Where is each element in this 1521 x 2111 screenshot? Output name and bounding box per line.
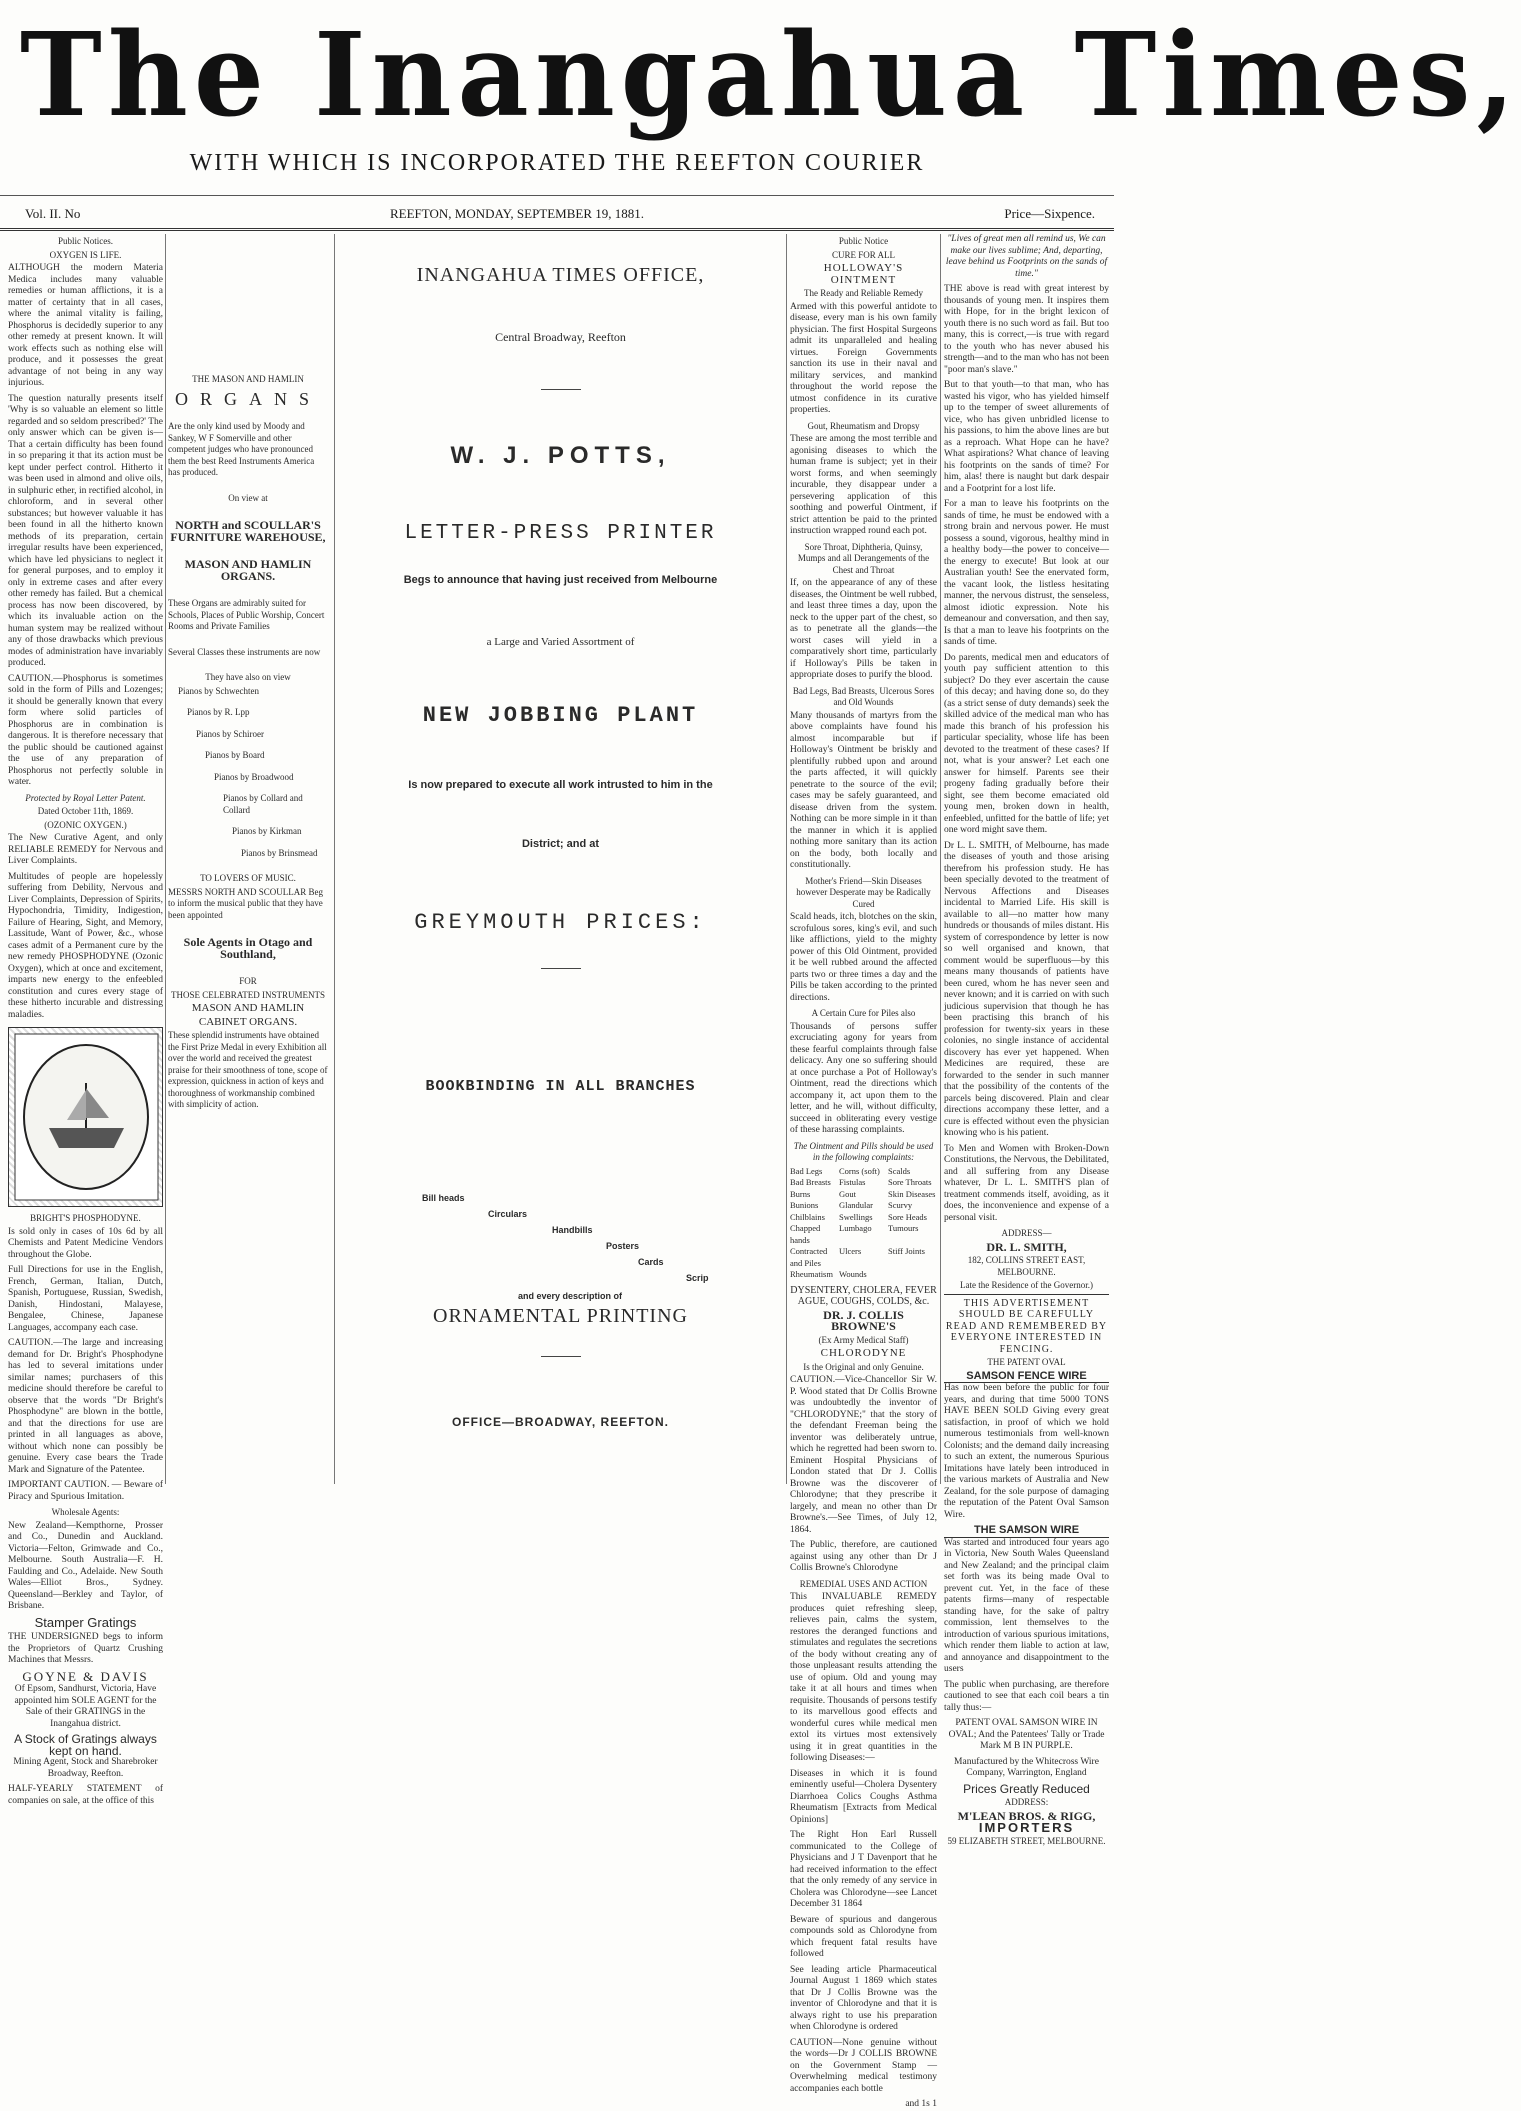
ad-body: MESSRS NORTH AND SCOULLAR Beg to inform the musical public that they have been appointed (168, 886, 323, 920)
ornament-rule (541, 1356, 581, 1357)
ad-line: District; and at (521, 838, 599, 850)
directions-text: Full Directions for use in the English, French, German, Italian, Dutch, Spanish, Portuguese, Russian, Swedish, Danish, Hindostani, Malayese, Bengalee, Chinese, Japanese Languages, accompany each case. (8, 1265, 163, 1333)
ornamental-heading: ORNAMENTAL PRINTING (433, 1304, 688, 1327)
ad-body: Many thousands of martyrs from the above complaints have found his almost incomparable but if Holloway's Ointment be briskly and plentifully rubbed upon and around the parts affected, it will quickly penetrate to the source of the evil; cases may be safely guaranteed, and disease driven from the system. Nothing can be more simple in it than the manner in which it is applied nothing more sanitary than its action on the body, both locally and constitutionally. (790, 710, 937, 870)
piano-item: Pianos by Schiroer (196, 728, 264, 739)
column-4 (790, 234, 937, 2109)
ad-body: Armed with this powerful antidote to disease, every man is his own family physician. The first Hospital Surgeons admit its unparalleled and healing virtues. Foreign Governments sanction its use in their naval and military services, and mankind throughout the world repose the utmost confidence in its curative properties. (790, 301, 937, 415)
complaint-item: Fistulas (839, 1177, 866, 1187)
original-line: Is the Original and only Genuine. (803, 1361, 924, 1372)
smith-address: 182, COLLINS STREET EAST, MELBOURNE. (967, 1255, 1086, 1277)
ad-subheading: Gout, Rheumatism and Dropsy (807, 420, 920, 431)
piano-item: Pianos by R. Lpp (187, 707, 250, 717)
piano-item: Pianos by Brinsmead (241, 847, 318, 858)
complaint-item: Wounds (839, 1269, 867, 1279)
piano-item: Pianos by Schwechten (178, 685, 259, 696)
ad-body: These splendid instruments have obtained the First Prize Medal in every Exhibition all over the world and received the greatest praise for their smoothness of tone, scope of expression, quickness in action of keys and thoroughness of workmanship combined with simplicity of action. (168, 1030, 328, 1109)
ad-subheading: Bad Legs, Bad Breasts, Ulcerous Sores and Old Wounds (792, 685, 935, 707)
complaint-item: Ulcers (839, 1246, 862, 1256)
sole-agents: Sole Agents in Otago and Southland, (183, 935, 313, 961)
ad-line: THOSE CELEBRATED INSTRUMENTS (170, 989, 325, 1000)
ad-body: CAUTION.—Vice-Chancellor Sir W. P. Wood stated that Dr Collis Browne was undoubtedly the inventor of "CHLORODYNE;" that the story of the defendant Freeman being the inventor was deliberately untrue, which he regretted had been sworn to. Eminent Hospital Physicians of London stated that Dr J. Collis Browne was the discoverer of Chlorodyne; that they prescribe it largely, and mean no other than Dr Browne's.—See Times, of July 12, 1864. (790, 1375, 937, 1535)
address-label: ADDRESS: (1004, 1797, 1049, 1807)
ad-line: Is now prepared to execute all work intrusted to him in the (408, 778, 713, 791)
complaint-item: Corns (soft) (839, 1165, 880, 1176)
organs-heading: ORGANS (174, 388, 321, 409)
mlean-address: 59 ELIZABETH STREET, MELBOURNE. (947, 1835, 1106, 1846)
ad-body: THE above is read with great interest by thousands of young men. It inspires them with Hope, for in the bright lexicon of youth there is no such word as fail. But too many, this is correct,—is true with regard to the youth who has never abused his strength—and to the man who has not been "poor man's slave." (944, 284, 1109, 375)
bookbinding-heading: BOOKBINDING IN ALL BRANCHES (425, 1078, 696, 1095)
section-heading: Public Notice (838, 236, 889, 246)
ad-line: MASON AND HAMLIN (191, 1002, 305, 1014)
complaint-item: Bunions (790, 1200, 819, 1210)
chlorodyne-heading: CHLORODYNE (820, 1347, 907, 1359)
ad-body: To Men and Women with Broken-Down Constitutions, the Nervous, the Debilitated, and all suffering from any Disease whatever, Dr L. L. SMITH'S plan of treatment commends itself, avoiding, as it does, the inconvenience and expense of a personal visit. (944, 1143, 1109, 1223)
complaint-item: Tumours (888, 1223, 919, 1233)
item-bill-heads: Bill heads (422, 1192, 465, 1203)
complaint-item: Swellings (839, 1211, 873, 1222)
tally-text: PATENT OVAL SAMSON WIRE IN OVAL; And the Patentees' Tally or Trade Mark M B IN PURPLE. (948, 1718, 1105, 1751)
ad-body: The Right Hon Earl Russell communicated to the College of Physicians and J T Davenport that he had received information to the effect that the only remedy of any service in Cholera was Chlorodyne—see Lancet December 31 1864 (790, 1830, 937, 1909)
prices-heading: GREYMOUTH PRICES: (414, 909, 707, 935)
printing-items (338, 1193, 783, 1303)
complaints-table (790, 1166, 937, 1281)
sold-text: Is sold only in cases of 10s 6d by all Chemists and Patent Medicine Vendors throughout the Globe. (8, 1226, 163, 1260)
fencing-notice: THIS ADVERTISEMENT SHOULD BE CAREFULLY READ AND REMEMBERED BY EVERYONE INTERESTED IN FENCING. (944, 1294, 1109, 1356)
ad-body: These Organs are admirably suited for Schools, Places of Public Worship, Concert Rooms and Private Families (168, 598, 325, 631)
ornament-rule (541, 968, 581, 969)
ad-subheading: A Certain Cure for Piles also (811, 1008, 916, 1018)
pianos-heading: They have also on view (205, 672, 291, 682)
complaint-item: Glandular (839, 1200, 873, 1210)
ad-body: If, on the appearance of any of these diseases, the Ointment be well rubbed, and least three times a day, upon the neck to the upper part of the chest, so as to penetrate all the glands—the worst cases will yield in a comparatively short time, particularly if Holloway's Pills be taken in appropriate doses to purify the blood. (790, 578, 937, 680)
mason-hamlin-organs: MASON AND HAMLIN ORGANS. (184, 557, 312, 583)
section-heading: Public Notices. (58, 236, 113, 246)
ad-subheading: The Ready and Reliable Remedy (804, 288, 923, 298)
complaint-item: Chilblains (790, 1211, 825, 1222)
ad-subheading: Sore Throat, Diphtheria, Quinsy, Mumps and all Derangements of the Chest and Throat (797, 541, 930, 575)
patent-line: Protected by Royal Letter Patent. (25, 792, 146, 803)
ad-body: Do parents, medical men and educators of youth pay sufficient attention to this subject? Do they ever ascertain the cause of this decay; and having done so, do they (as a strict sense of duty demands) seek the skilled advice of the medical man who has made this branch of his profession his particular speciality, whose life has been devoted to the treatment of these cases? If not, what is your answer? Let each one answer for himself. Parents see their progeny fading gradually before their sight, see them become emaciated old young men, broken down in health, enfeebled, unfitted for the battle of life; yet one word might save them. (944, 652, 1109, 835)
ad-body: See leading article Pharmaceutical Journal August 1 1869 which states that Dr J Collis Browne was the inventor of Chlorodyne and that it is always right to use his preparation when Chlorodyne is ordered (790, 1964, 937, 2032)
every-description: and every description of (518, 1290, 623, 1301)
complaint-item: Sore Heads (888, 1211, 927, 1222)
piano-item: Pianos by Collard and Collard (223, 793, 303, 815)
complaint-item: Contracted and Piles (790, 1246, 828, 1268)
price: Price—Sixpence. (1004, 206, 1095, 221)
ad-body: HALF-YEARLY STATEMENT of companies on sale, at the office of this (8, 1784, 163, 1806)
complaint-item: Gout (839, 1188, 856, 1199)
ad-body: The question naturally presents itself 'Why is so valuable an element so little regarded and so seldom prescribed?' The only answer which can be given is—That a certain difficulty has been found in so preparing it that its action must be kept under perfect control. Hitherto it was been used in almond and olive oils, in sulphuric ether, in rectified alcohol, in chloroform, and in several other substances; but however valuable it has been found in all the hitherto known methods of its preparation, certain irregular results have been experienced, which have led physicians to neglect it for general purposes, and to employ it only in extreme cases and after every other remedy has failed. But a chemical process has now been discovered, by which its invaluable action on the human system may be realized without any of those drawbacks which previous modes of administration have invariably produced. (8, 393, 163, 668)
samson-heading: SAMSON FENCE WIRE (944, 1371, 1109, 1384)
army-line: (Ex Army Medical Staff) (818, 1334, 909, 1345)
ad-body: Has now been before the public for four years, and during that time 5000 TONS HAVE BEEN SOLD Giving every great satisfaction, in proof of which we hold numerous testimonials from well-known Colonists; and the demand daily increasing to such an extent, the numerous Spurious Imitations have lately been introduced in the various markets of Australia and New Zealand, for the sole purpose of damaging the reputation of the Patent Oval Samson Wire. (944, 1383, 1109, 1520)
ozonic-label: (OZONIC OXYGEN.) (44, 819, 127, 830)
dysentery-heading: DYSENTERY, CHOLERA, FEVER AGUE, COUGHS, COLDS, &c. (790, 1284, 937, 1307)
complaint-item: Rheumatism (790, 1269, 833, 1279)
item-circulars: Circulars (488, 1208, 528, 1219)
newspaper-subtitle: WITH WHICH IS INCORPORATED THE REEFTON COURIER (189, 150, 925, 176)
ad-body: Several Classes these instruments are now (168, 646, 321, 657)
cure-text: The New Curative Agent, and only RELIABLE REMEDY for Nervous and Liver Complaints. (8, 833, 163, 866)
samson-heading-2: THE SAMSON WIRE (944, 1525, 1109, 1538)
column-divider (940, 234, 941, 1484)
ad-body: Was started and introduced four years ago in Victoria, New South Wales Queensland and New Zealand; and the principal claim set forth was its being made Oval to prevent cut. Yet, in the face of these patents firms—many of respectable standing have, for the sake of paltry commission, lent themselves to the introduction of various spurious imitations, which render them liable to action at law, and annoyance and disappointment to the users (944, 1537, 1109, 1674)
column-divider (334, 234, 335, 1484)
column-3-printer-ad (338, 234, 783, 1484)
complaint-item: Bad Legs (790, 1165, 823, 1176)
complaint-item: Lumbago (839, 1223, 872, 1233)
stamper-heading: Stamper Gratings (34, 1614, 137, 1630)
column-1 (8, 234, 163, 1806)
piano-item: Pianos by Kirkman (232, 826, 302, 836)
complaint-item: Bad Breasts (790, 1177, 831, 1187)
ad-line: Begs to announce that having just received from Melbourne (403, 574, 718, 586)
printer-name: W. J. POTTS, (450, 442, 671, 469)
ad-body: Beware of spurious and dangerous compounds sold as Chlorodyne from which frequent fatal results have followed (790, 1914, 937, 1959)
item-handbills: Handbills (552, 1224, 593, 1235)
piano-item: Pianos by Broadwood (214, 771, 294, 782)
ad-body: ALTHOUGH the modern Materia Medica includes many valuable remedies or human afflictions, it is a matter of certainty that in all cases, where the animal vitality is failing, Phosphorus is decidedly superior to any other remedy at present known. It will work effects such as nothing else will produce, and it possesses the great advantage of not being in any way injurious. (8, 263, 163, 388)
agents-list: New Zealand—Kempthorne, Prosser and Co., Dunedin and Auckland. Victoria—Felton, Grimwade and Co., Melbourne. South Australia—F. H. Faulding and Co., Adelaide. New South Wales—Elliot Bros., Sydney. Queensland—Berkley and Taylor, of Brisbane. (8, 1520, 163, 1611)
ad-subheading: The Ointment and Pills should be used in the following complaints: (793, 1140, 934, 1162)
jobbing-plant-heading: NEW JOBBING PLANT (422, 703, 699, 728)
ad-body: THE UNDERSIGNED begs to inform the Proprietors of Quartz Crushing Machines that Messrs. (8, 1632, 163, 1665)
ad-heading: CURE FOR ALL (831, 249, 895, 260)
complaint-item: Scurvy (888, 1200, 913, 1210)
ad-subheading: REMEDIAL USES AND ACTION (799, 1578, 928, 1589)
phosphodyne-trademark-image (8, 1027, 163, 1207)
ad-heading: OXYGEN IS LIFE. (49, 249, 122, 260)
column-divider (786, 234, 787, 1484)
dateline-bar (25, 202, 1095, 226)
ad-line: a Large and Varied Assortment of (486, 635, 635, 648)
ad-body: But to that youth—to that man, who has wasted his vigor, who has yielded himself up to the temper of sweet allurements of vice, who has given unbridled license to his passions, to him the above lines are but as a reproach. What Hope can he have? What aspirations? What chance of leaving his footprints on the sands of time? For him, alas! there is naught but dark despair and a Footprint for a lost life. (944, 380, 1109, 494)
ad-body: For a man to leave his footprints on the sands of time, he must be endowed with a strong brain and nervous power. He must possess a sound, vigorous, healthy mind in a healthy body—the power to conceive—the energy to execute! But look at our Australian youth! See the enervated form, the vacant look, the listless hesitating manner, the nervous distrust, the senseless, almost idiotic expression. Note his demeanour and conversation, and then say, Is that a man to leave his footprints on the sands of time. (944, 499, 1109, 647)
printer-trade: LETTER-PRESS PRINTER (404, 521, 717, 545)
smith-late: Late the Residence of the Governor.) (960, 1280, 1093, 1290)
manufacturer: Manufactured by the Whitecross Wire Company, Warrington, England (954, 1756, 1099, 1778)
ad-body: The public when purchasing, are therefore cautioned to see that each coil bears a tin tally thus:— (944, 1679, 1109, 1713)
ad-subheading: Mother's Friend—Skin Diseases however Desperate may be Radically Cured (796, 875, 931, 909)
complaint-item: Stiff Joints (888, 1246, 925, 1256)
collis-browne-heading: DR. J. COLLIS BROWNE'S (823, 1307, 904, 1333)
ad-body: Dr L. L. SMITH, of Melbourne, has made the diseases of youth and those arising therefrom his profession study. He has been specially devoted to the treatment of Nervous Affections and Diseases incidental to Married Life. His skill is available to all—no matter how many hundreds or thousands of miles distant. His system of correspondence by letter is now so well organised and known, that comment would be superfluous—by this means many thousands of patients have been cured, whom he has never seen and never known; and it is carried on with such judicious supervision that though he has been practising this branch of his profession for twenty-six years in these colonies, no single instance of accidental discovery has ever yet happened. When Medicines are required, these are forwarded to the sender in such manner that the possibility of the contents of the parcels being discovered. Plain and clear directions accompany these letter, and a cure is effected without even the physician knowing who is his patient. (944, 840, 1109, 1138)
importers-heading: IMPORTERS (978, 1820, 1075, 1835)
office-footer: OFFICE—BROADWAY, REEFTON. (451, 1415, 670, 1429)
complaint-item: Burns (790, 1188, 811, 1199)
ad-body: The Public, therefore, are cautioned against using any other than Dr J Collis Browne's Chlorodyne (790, 1540, 937, 1573)
patent-date: Dated October 11th, 1869. (37, 806, 134, 816)
ad-heading: THE MASON AND HAMLIN (192, 374, 304, 384)
ad-footer: and 1s 1 (905, 2099, 937, 2109)
goyne-davis: GOYNE & DAVIS (22, 1668, 149, 1684)
issue-date: REEFTON, MONDAY, SEPTEMBER 19, 1881. (390, 206, 645, 221)
complaint-item: Scalds (888, 1165, 911, 1176)
address-label: ADDRESS— (1001, 1228, 1052, 1238)
ad-line: On view at (228, 492, 268, 503)
pianos-list (168, 686, 328, 860)
dr-smith: DR. L. SMITH, (986, 1239, 1067, 1254)
lovers-heading: TO LOVERS OF MUSIC. (200, 873, 296, 883)
ad-line: FOR (239, 976, 257, 986)
piano-item: Pianos by Board (205, 750, 265, 760)
prices-reduced: Prices Greatly Reduced (963, 1781, 1090, 1796)
ad-body: This INVALUABLE REMEDY produces quiet refreshing sleep, relieves pain, calms the system, restores the deranged functions and stimulates and regulates the secretions of the body without creating any of those unpleasant results attending the use of opium. Old and young may take it at all hours and times when requisite. Thousands of persons testify to its marvellous good effects and wonderful cures while medical men extol its virtues most extensively using it in great quantities in the following Diseases:— (790, 1592, 937, 1763)
caution-text: CAUTION.—Phosphorus is sometimes sold in the form of Pills and Lozenges; it should be generally known that every form where solid particles of Phosphorus are in combination is dangerous. It is therefore necessary that the public should be cautioned against the use of any preparation of Phosphorus not perfectly soluble in water. (8, 673, 163, 787)
column-2 (168, 234, 328, 1484)
ad-body: CAUTION—None genuine without the words—Dr J COLLIS BROWNE on the Government Stamp — Overwhelming medical testimony accompanies each bottle (790, 2037, 937, 2094)
ad-body: Diseases in which it is found eminently useful—Cholera Dysentery Diarrhoea Colics Coughs Asthma Rheumatism [Extracts from Medical Opinions] (790, 1768, 937, 1825)
stock-heading: A Stock of Gratings always kept on hand. (14, 1732, 157, 1758)
product-name: BRIGHT'S PHOSPHODYNE. (30, 1213, 141, 1223)
ad-body: Are the only kind used by Moody and Sankey, W F Somerville and other competent judges who have pronounced them the best Reed Instruments America has produced. (168, 421, 315, 477)
ornament-rule (541, 389, 581, 390)
mlean-bros: M'LEAN BROS. & RIGG, (957, 1808, 1096, 1823)
column-divider (165, 234, 166, 1484)
office-heading: INANGAHUA TIMES OFFICE, (416, 264, 705, 286)
important-caution: IMPORTANT CAUTION. — Beware of Piracy and Spurious Imitation. (8, 1480, 163, 1502)
ad-line: CABINET ORGANS. (198, 1015, 298, 1028)
newspaper-title: The Inangahua Times, (20, 6, 1521, 143)
office-address: Central Broadway, Reefton (495, 329, 626, 344)
ad-body: Thousands of persons suffer excruciating agony for years from these fearful complaints through false delicacy. Any one so suffering should at once purchase a Pot of Holloway's Ointment, read the directions which accompany it, act upon them to the letter, and he will, without difficulty, succeed in obliterating every vestige of these harassing complaints. (790, 1021, 937, 1135)
patent-oval: THE PATENT OVAL (987, 1357, 1066, 1367)
poem-quote: "Lives of great men all remind us, We can make our lives sublime; And, departing, leave behind us Footprints on the sands of time." (945, 234, 1108, 279)
complaint-item: Sore Throats (888, 1177, 932, 1187)
ad-body: Scald heads, itch, blotches on the skin, scrofulous sores, king's evil, and such like afflictions, yield to the mighty power of this Old Ointment, provided it be well rubbed around the affected parts two or three times a day and the Pills be taken according to the printed directions. (790, 912, 937, 1003)
item-posters: Posters (606, 1240, 640, 1251)
agents-heading: Wholesale Agents: (51, 1507, 120, 1517)
volume-number: Vol. II. No (25, 206, 81, 221)
ad-body: These are among the most terrible and agonising diseases to which the human frame is subject; yet in their worst forms, and when seemingly incurable, they disappear under a persevering application of this soothing and powerful Ointment, if strict attention be paid to the printed instruction wrapped round each pot. (790, 434, 937, 536)
ad-body: Mining Agent, Stock and Sharebroker Broadway, Reefton. (13, 1757, 158, 1779)
caution-text: CAUTION.—The large and increasing demand for Dr. Bright's Phosphodyne has led to several imitations under similar names; purchasers of this medicine should therefore be careful to observe that the words "Dr Bright's Phosphodyne" are blown in the bottle, and that the directions for use are printed in all languages as above, without which none can possibly be genuine. Every case bears the Trade Mark and Signature of the Patentee. (8, 1338, 163, 1475)
item-cards: Cards (638, 1256, 664, 1267)
north-scoullar: NORTH and SCOULLAR'S FURNITURE WAREHOUSE, (170, 518, 326, 544)
item-scrip: Scrip (686, 1272, 709, 1283)
column-5 (944, 234, 1109, 1846)
ad-body: Multitudes of people are hopelessly suffering from Debility, Nervous and Liver Complaints, Depression of Spirits, Hypochondria, Timidity, Indigestion, Failure of Hearing, Sight, and Memory, Lassitude, Want of Power, &c., whose cases admit of a Permanent cure by the new remedy PHOSPHODYNE (Ozonic Oxygen), which at once and excitement, imparts new energy to the enfeebled constitution and cures every stage of these hitherto incurable and distressing maladies. (8, 871, 163, 1020)
masthead (0, 0, 1521, 150)
top-rule (0, 195, 1114, 196)
header-double-rule (0, 228, 1114, 231)
holloway-heading: HOLLOWAY'S OINTMENT (823, 262, 904, 286)
complaint-item: Skin Diseases (888, 1188, 936, 1199)
complaint-item: Chapped hands (790, 1223, 821, 1245)
ad-body: Of Epsom, Sandhurst, Victoria, Have appointed him SOLE AGENT for the Sale of their GRATINGS in the Inangahua district. (14, 1684, 157, 1729)
